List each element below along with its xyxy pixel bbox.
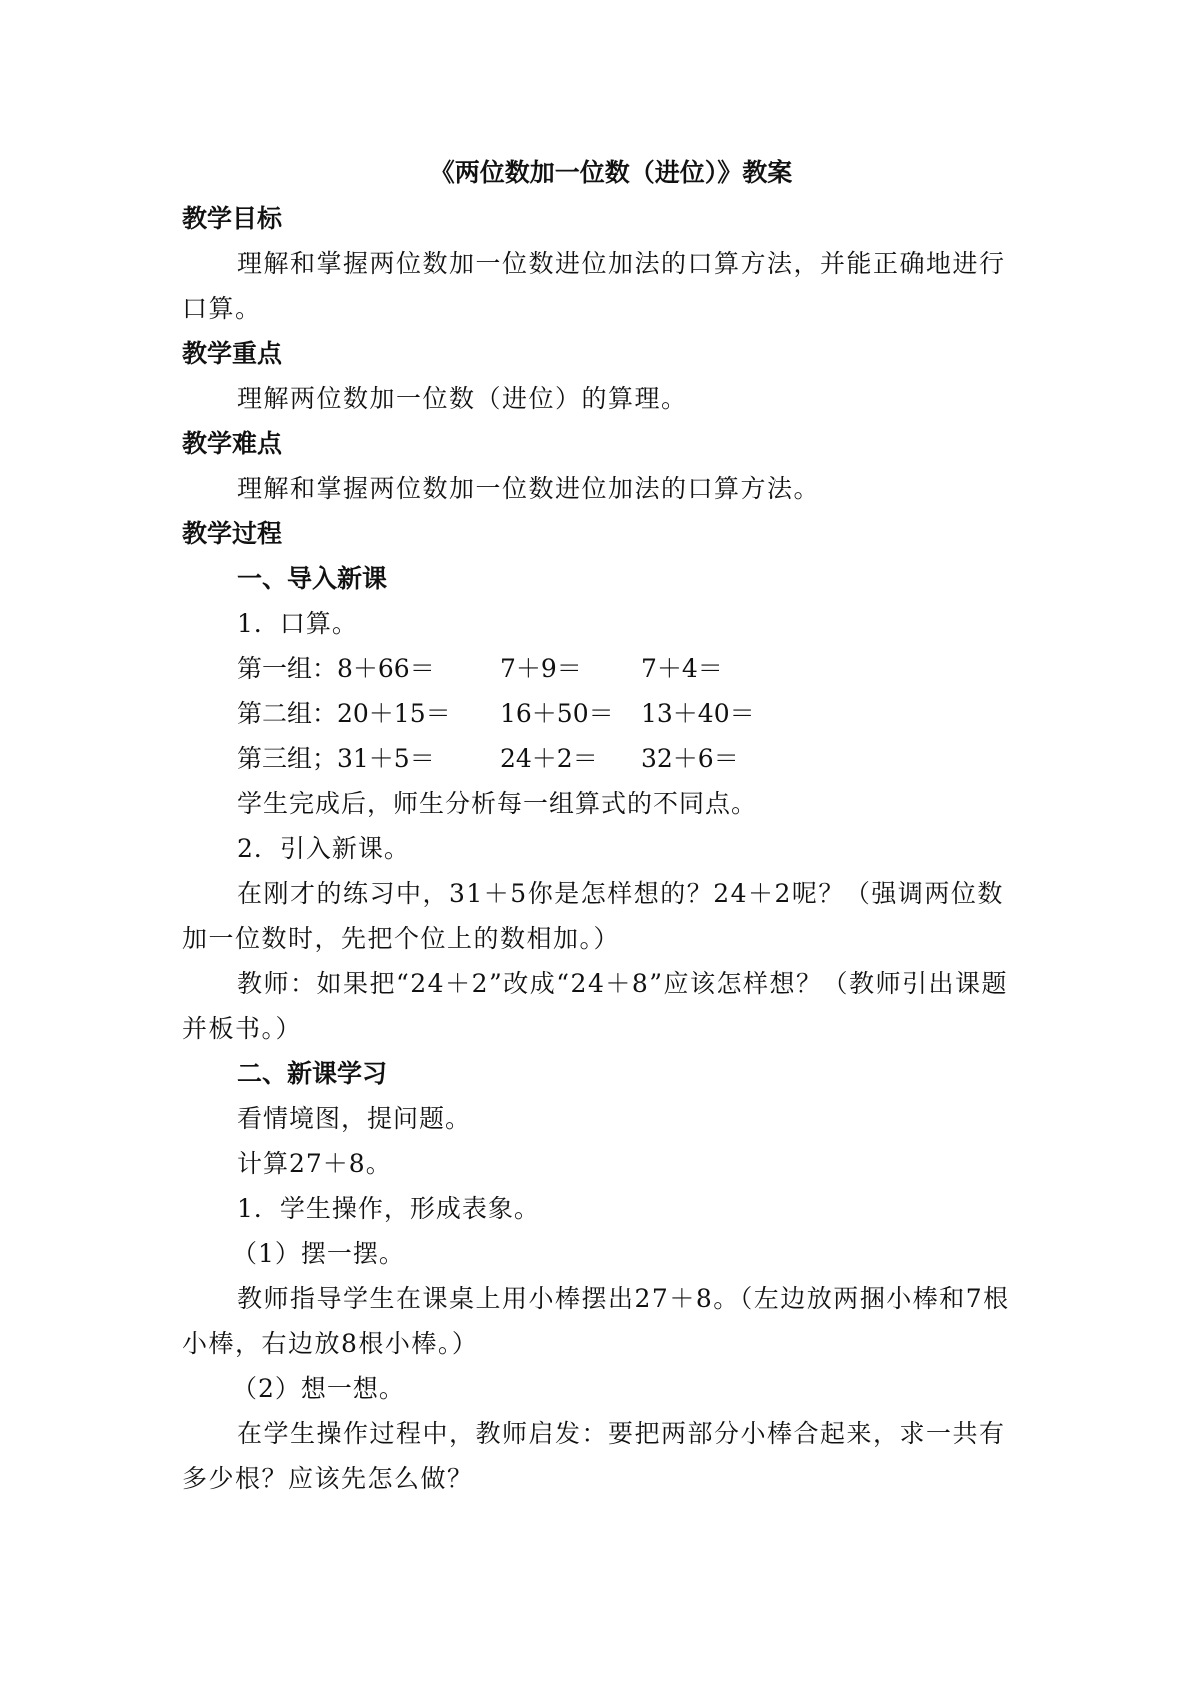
part2-para2: 在学生操作过程中，教师启发：要把两部分小棒合起来，求一共有多少根？应该先怎么做？ [182, 1419, 1006, 1493]
teaching-goal-text: 理解和掌握两位数加一位数进位加法的口算方法，并能正确地进行口算。 [182, 249, 1006, 323]
group1-b: 7＋9＝ [500, 654, 582, 683]
exercise-group-1 [182, 646, 1022, 691]
group3-label: 第三组；31＋5＝ [237, 744, 435, 773]
teaching-key-text: 理解两位数加一位数（进位）的算理。 [237, 384, 688, 413]
part2-sub1: （1）摆一摆。 [232, 1239, 405, 1268]
group2-label: 第二组：20＋15＝ [237, 699, 451, 728]
exercise-group-2 [182, 691, 1022, 736]
part2-sub2: （2）想一想。 [232, 1374, 405, 1403]
group2-c: 13＋40＝ [641, 699, 755, 728]
heading-teaching-key: 教学重点 [182, 339, 283, 368]
part2-line2: 计算27＋8。 [237, 1149, 392, 1178]
exercise-group-3 [182, 736, 1022, 781]
part1-item2: 2．引入新课。 [237, 834, 410, 863]
part2-para1: 教师指导学生在课桌上用小棒摆出27＋8。（左边放两捆小棒和7根小棒，右边放8根小棒。） [182, 1284, 1010, 1358]
teaching-difficulty-text: 理解和掌握两位数加一位数进位加法的口算方法。 [237, 474, 821, 503]
part1-heading: 一、导入新课 [237, 564, 388, 593]
group2-b: 16＋50＝ [500, 699, 614, 728]
heading-teaching-process: 教学过程 [182, 519, 283, 548]
group1-c: 7＋4＝ [641, 654, 723, 683]
part2-line1: 看情境图，提问题。 [237, 1104, 472, 1133]
part2-heading: 二、新课学习 [237, 1059, 388, 1088]
group1-label: 第一组：8＋66＝ [237, 654, 435, 683]
group3-c: 32＋6＝ [641, 744, 739, 773]
heading-teaching-goal: 教学目标 [182, 204, 283, 233]
lesson-plan-page [182, 150, 1022, 1501]
part1-para1: 在刚才的练习中，31＋5你是怎样想的？24＋2呢？（强调两位数加一位数时，先把个位上的数相加。） [182, 879, 1004, 953]
part1-item1: 1．口算。 [237, 609, 358, 638]
part1-after-groups: 学生完成后，师生分析每一组算式的不同点。 [237, 789, 758, 818]
group3-b: 24＋2＝ [500, 744, 598, 773]
part2-item1: 1．学生操作，形成表象。 [237, 1194, 540, 1223]
heading-teaching-difficulty: 教学难点 [182, 429, 283, 458]
part1-para2: 教师：如果把“24＋2”改成“24＋8”应该怎样想？（教师引出课题并板书。） [182, 969, 1009, 1043]
document-title: 《两位数加一位数（进位）》教案 [429, 158, 793, 187]
